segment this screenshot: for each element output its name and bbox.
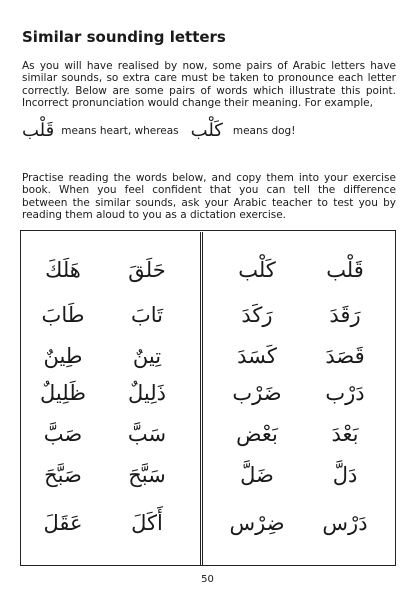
word-cell: سَبَّحَ xyxy=(128,463,166,487)
table-divider xyxy=(200,232,203,566)
word-cell: ضِرْس xyxy=(229,511,285,535)
word-cell: دَرْس xyxy=(322,511,368,535)
word-cell: كَسَدَ xyxy=(237,344,277,368)
example-line xyxy=(22,120,295,141)
instructions-paragraph: Practise reading the words below, and copy them into your exercise book. When you feel confident that you can tell the difference between the similar sounds, ask your Arabic teacher to test you by reading them aloud to you as a dictation exercise. xyxy=(22,172,396,222)
page-title: Similar sounding letters xyxy=(22,28,226,46)
word-cell: قَلْب xyxy=(326,258,364,282)
word-cell: أَكَلَ xyxy=(131,511,163,535)
page-number: 50 xyxy=(201,574,214,585)
word-cell: رَكَدَ xyxy=(241,303,273,327)
word-cell: تِينٌ xyxy=(132,344,162,368)
word-cell: تَابَ xyxy=(130,303,163,327)
word-cell: سَبَّ xyxy=(127,422,167,446)
word-cell: طَابَ xyxy=(41,303,85,327)
word-cell: عَقَلَ xyxy=(43,511,83,535)
word-cell: بَعْدَ xyxy=(331,422,359,446)
word-cell: دَلَّ xyxy=(332,463,358,487)
example-text-2: means dog! xyxy=(232,124,296,137)
example-text-1: means heart, whereas xyxy=(61,124,179,137)
intro-paragraph: As you will have realised by now, some pairs of Arabic letters have similar sounds, so extra care must be taken to pronounce each letter correctly. Below are some pairs of words which illustrate this point. Incorrect pronunciation would change their meaning. For example, xyxy=(22,60,396,110)
word-cell: طِينٌ xyxy=(43,344,83,368)
word-cell: ذَلِيلٌ xyxy=(128,381,166,405)
word-cell: هَلَكَ xyxy=(45,258,81,282)
word-cell: قَصَدَ xyxy=(325,344,365,368)
word-cell: ضَلَّ xyxy=(240,463,274,487)
word-cell: بَعْض xyxy=(236,422,278,446)
word-cell: صَبَّحَ xyxy=(44,463,82,487)
word-cell: رَقَدَ xyxy=(329,303,361,327)
word-cell: ظَلِيلٌ xyxy=(40,381,86,405)
word-cell: صَبَّ xyxy=(43,422,83,446)
example-arabic-word-heart: قَلْب xyxy=(22,120,55,141)
example-arabic-word-dog: كَلْب xyxy=(190,120,223,141)
word-cell: دَرْب xyxy=(325,381,365,405)
word-cell: حَلَقَ xyxy=(128,258,166,282)
word-cell: ضَرْب xyxy=(232,381,282,405)
word-cell: كَلْب xyxy=(238,258,276,282)
